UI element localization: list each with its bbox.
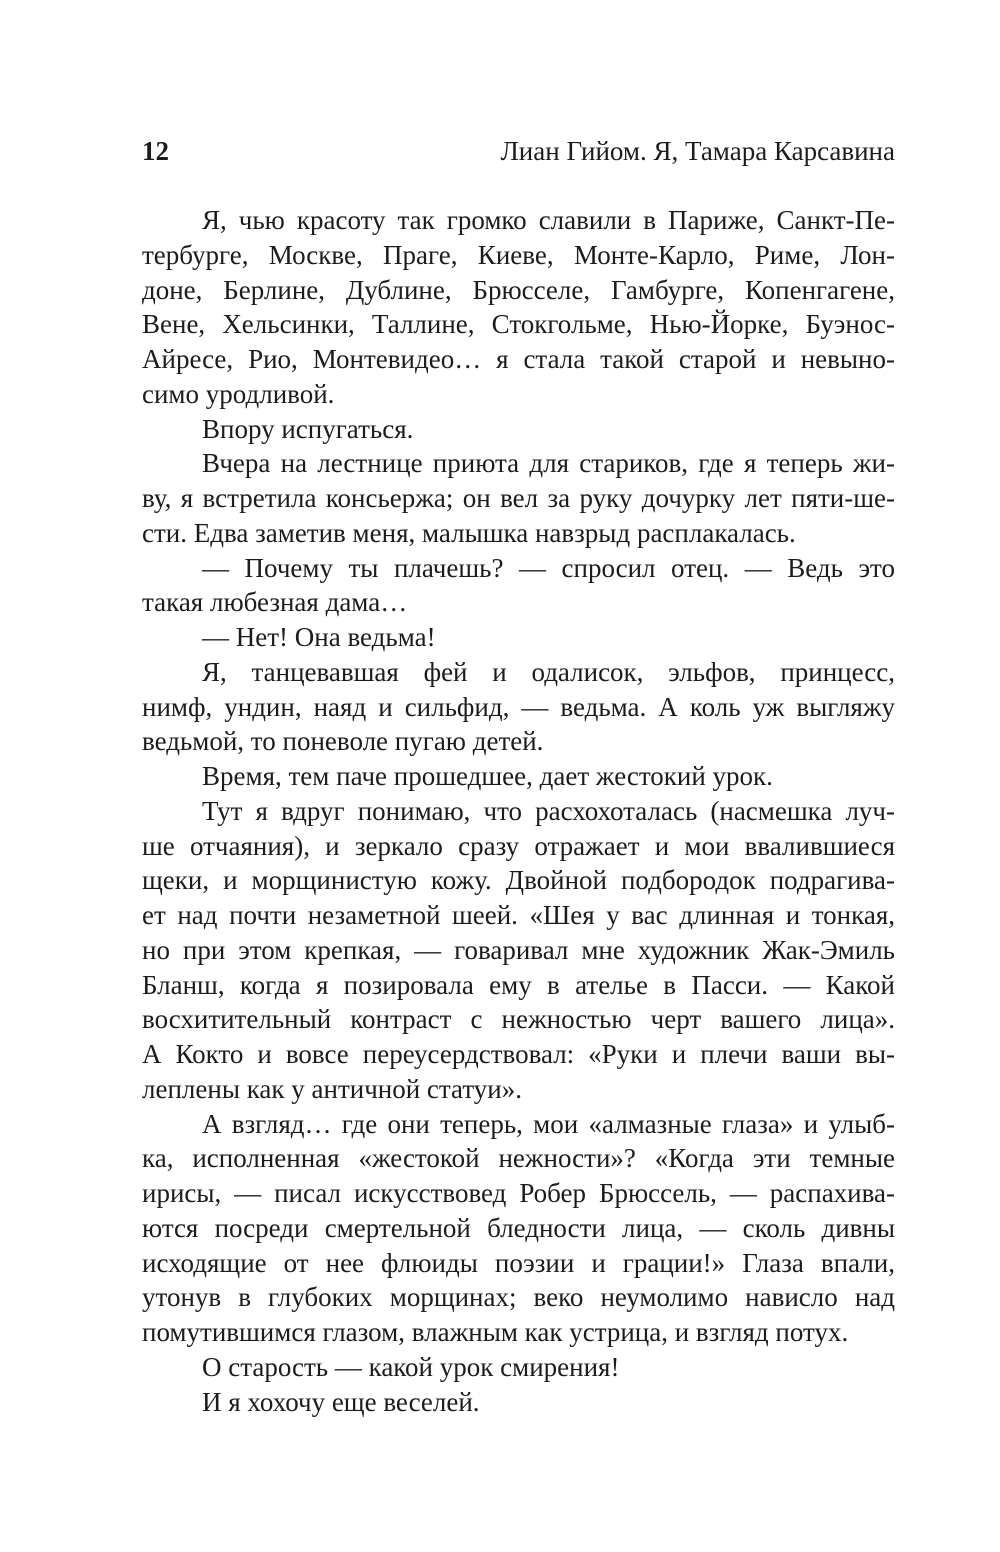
text-line: сти. Едва заметив меня, малышка навзрыд расплакалась. [142, 517, 796, 548]
paragraph [142, 1350, 895, 1385]
text-line: Я, танцевавшая фей и одалисок, эльфов, принцесс, [202, 656, 895, 687]
text-line: такая любезная дама… [142, 587, 408, 618]
running-header [142, 134, 895, 168]
running-title: Лиан Гийом. Я, Тамара Карсавина [500, 136, 895, 166]
paragraph [142, 655, 895, 759]
text-line: ирисы, — писал искусствовед Робер Брюссель, — распахива- [142, 1178, 895, 1208]
text-line: Я, чью красоту так громко славили в Париже, Санкт-Пе- [202, 205, 895, 235]
text-line: ются посреди смертельной бледности лица, — сколь дивны [142, 1212, 895, 1243]
text-line: О старость — какой урок смирения! [202, 1351, 620, 1382]
text-line: — Нет! Она ведьма! [202, 622, 436, 652]
paragraph [142, 1385, 895, 1420]
text-line: тербурге, Москве, Праге, Киеве, Монте-Карло, Риме, Лон- [142, 239, 895, 270]
paragraph [142, 412, 895, 447]
text-line: ка, исполненная «жестокой нежности»? «Когда эти темные [142, 1143, 895, 1174]
text-line: щеки, и морщинистую кожу. Двойной подбородок подрагива- [142, 865, 895, 896]
text-line: А взгляд… где они теперь, мои «алмазные глаза» и улыб- [202, 1108, 895, 1139]
paragraph [142, 794, 895, 1107]
text-line: Тут я вдруг понимаю, что расхохоталась (насмешка луч- [202, 795, 895, 826]
text-line: доне, Берлине, Дублине, Брюсселе, Гамбурге, Копенгагене, [142, 274, 895, 305]
paragraph [142, 551, 895, 621]
text-line: Вене, Хельсинки, Таллине, Стокгольме, Нью-Йорке, Буэнос- [142, 309, 895, 340]
text-line: И я хохочу еще веселей. [202, 1386, 480, 1417]
text-line: симо уродливой. [142, 378, 335, 409]
text-block [142, 203, 895, 1419]
text-line: помутившимся глазом, влажным как устрица, и взгляд потух. [142, 1317, 849, 1347]
text-line: Бланш, когда я позировала ему в ателье в Пасси. — Какой [142, 969, 895, 1000]
text-line: исходящие от нее флюиды поэзии и грации!» Глаза впали, [142, 1247, 895, 1278]
paragraph [142, 1107, 895, 1350]
text-line: леплены как у античной статуи». [142, 1073, 522, 1104]
text-line: ву, я встретила консьержа; он вел за руку дочурку лет пяти-ше- [142, 483, 895, 513]
text-line: А Кокто и вовсе переусердствовал: «Руки и плечи ваши вы- [142, 1039, 895, 1069]
text-line: Впору испугаться. [202, 413, 414, 444]
paragraph [142, 446, 895, 550]
text-line: Вчера на лестнице приюта для стариков, где я теперь жи- [202, 448, 895, 479]
text-line: восхитительный контраст с нежностью черт вашего лица». [142, 1004, 895, 1035]
text-line: но при этом крепкая, — говаривал мне художник Жак-Эмиль [142, 934, 895, 965]
paragraph [142, 759, 895, 794]
text-line: — Почему ты плачешь? — спросил отец. — Ведь это [202, 552, 895, 583]
text-line: ше отчаяния), и зеркало сразу отражает и мои ввалившиеся [142, 830, 895, 861]
text-line: утонув в глубоких морщинах; веко неумолимо нависло над [142, 1282, 895, 1313]
paragraph [142, 203, 895, 412]
text-line: Айресе, Рио, Монтевидео… я стала такой старой и невыно- [142, 344, 895, 374]
text-line: Время, тем паче прошедшее, дает жестокий урок. [202, 761, 773, 791]
text-line: ет над почти незаметной шеей. «Шея у вас длинная и тонкая, [142, 900, 895, 930]
text-line: нимф, ундин, наяд и сильфид, — ведьма. А коль уж выгляжу [142, 691, 895, 722]
page-number: 12 [142, 136, 169, 166]
text-line: ведьмой, то поневоле пугаю детей. [142, 726, 544, 757]
paragraph [142, 620, 895, 655]
